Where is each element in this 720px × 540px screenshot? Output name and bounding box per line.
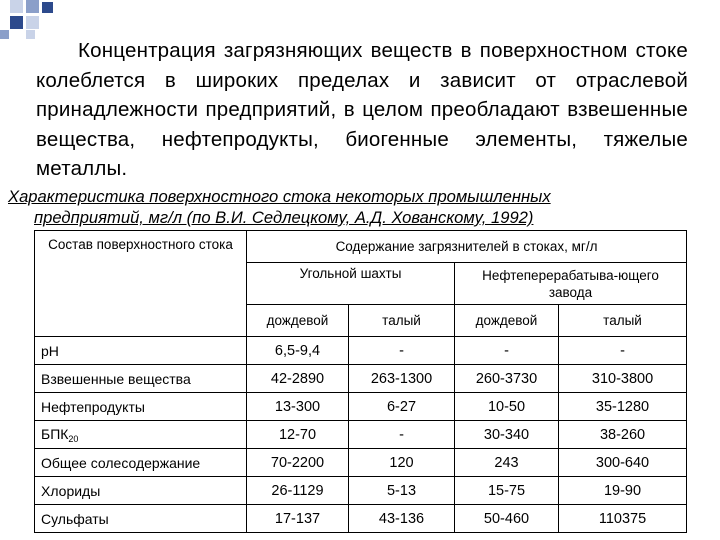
table-row xyxy=(35,505,687,533)
table-cell: 310-3800 xyxy=(559,365,687,393)
table-cell: - xyxy=(349,337,455,365)
table-cell: - xyxy=(559,337,687,365)
header-content: Содержание загрязнителей в стоках, мг/л xyxy=(247,231,687,263)
table-cell: 263-1300 xyxy=(349,365,455,393)
table-cell: 42-2890 xyxy=(247,365,349,393)
row-label: $БПК_{20}$ xyxy=(35,421,247,449)
table-caption xyxy=(8,186,714,228)
table-cell: 6-27 xyxy=(349,393,455,421)
table-row xyxy=(35,393,687,421)
table-cell: 260-3730 xyxy=(455,365,559,393)
table-cell: 243 xyxy=(455,449,559,477)
table-cell: 70-2200 xyxy=(247,449,349,477)
table-cell: 19-90 xyxy=(559,477,687,505)
header-group-refinery: Нефтеперерабатыва-ющего завода xyxy=(455,263,687,305)
row-label: Взвешенные вещества xyxy=(35,365,247,393)
table-cell: 120 xyxy=(349,449,455,477)
table-cell: 43-136 xyxy=(349,505,455,533)
caption-line-2: предприятий, мг/л (по В.И. Седлецкому, А.Д. Хованскому, 1992) xyxy=(34,208,534,227)
table-cell: 110375 xyxy=(559,505,687,533)
table-cell: 50-460 xyxy=(455,505,559,533)
table-row xyxy=(35,421,687,449)
row-label: рН xyxy=(35,337,247,365)
subheader-2: дождевой xyxy=(455,305,559,337)
table-cell: 38-260 xyxy=(559,421,687,449)
table-cell: 15-75 xyxy=(455,477,559,505)
header-composition: Состав поверхностного стока xyxy=(35,231,247,337)
table-cell: 5-13 xyxy=(349,477,455,505)
table-cell: 13-300 xyxy=(247,393,349,421)
table-cell: - xyxy=(349,421,455,449)
subheader-1: талый xyxy=(349,305,455,337)
table-cell: 26-1129 xyxy=(247,477,349,505)
caption-line-1: Характеристика поверхностного стока некоторых промышленных xyxy=(8,187,551,206)
table-cell: 6,5-9,4 xyxy=(247,337,349,365)
row-label: Общее солесодержание xyxy=(35,449,247,477)
table-row xyxy=(35,337,687,365)
table-cell: - xyxy=(455,337,559,365)
row-label: Сульфаты xyxy=(35,505,247,533)
table-row xyxy=(35,365,687,393)
intro-text: Концентрация загрязняющих веществ в поверхностном стоке колеблется в широких пределах и зависит от отраслевой принадлежности предприятий, в целом преобладают взвешенные вещества, нефтепродукты, биогенные элементы, тяжелые металлы. xyxy=(36,39,688,180)
table-cell: 10-50 xyxy=(455,393,559,421)
intro-paragraph xyxy=(36,36,688,184)
table-row xyxy=(35,449,687,477)
row-label: Хлориды xyxy=(35,477,247,505)
table-cell: 300-640 xyxy=(559,449,687,477)
table-cell: 30-340 xyxy=(455,421,559,449)
table-cell: 35-1280 xyxy=(559,393,687,421)
subheader-0: дождевой xyxy=(247,305,349,337)
table-row xyxy=(35,477,687,505)
row-label-subscript: 20 xyxy=(68,433,79,444)
header-group-coal: Угольной шахты xyxy=(247,263,455,305)
subheader-3: талый xyxy=(559,305,687,337)
table-cell: 17-137 xyxy=(247,505,349,533)
row-label: Нефтепродукты xyxy=(35,393,247,421)
table-cell: 12-70 xyxy=(247,421,349,449)
pollutant-table xyxy=(34,230,687,533)
